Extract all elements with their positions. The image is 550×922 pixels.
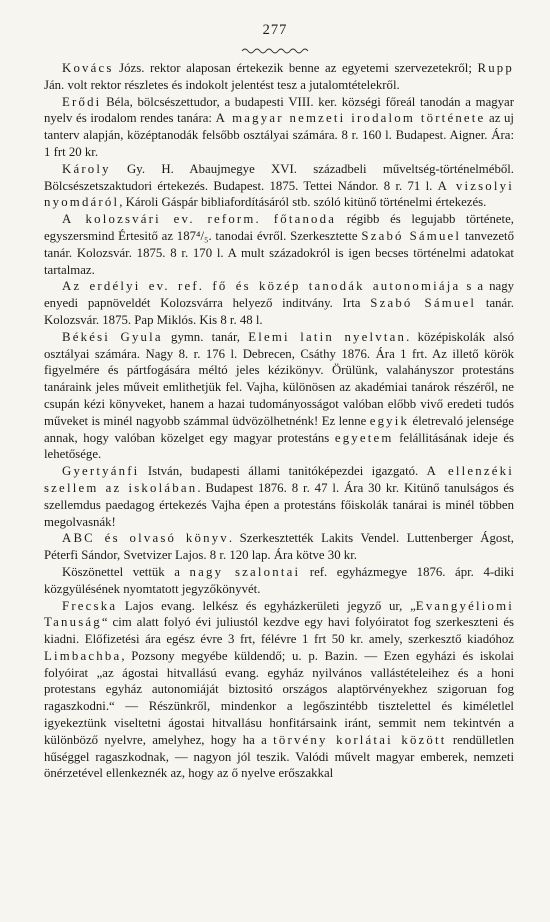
paragraph-text: Béla, bölcsészettudor, a budapesti VIII. ker. községi főreál tanodán a magyar nyelv és irodalom rendes tanára: bbox=[44, 94, 514, 126]
paragraph-text: az uj tanterv alapján, középtanodák felsőbb osztályai számára. 8 r. 160 l. Budapest. Aigner. Ára: 1 frt 20 kr. bbox=[44, 111, 514, 159]
paragraph bbox=[44, 211, 514, 278]
paragraph-text: , Pozsony megyébe küldendő; u. p. Bazin. — Ezen egyházi és iskolai folyóirat „az ágostai hitvallású evang. egyház nyilvános vallástételeihez és a honi protestans egyház autonomiáját biztositó országos alaptörvényekhez szigoruan fog ragaszkodni.“ — Részünkről, mindenkor a legőszintébb tisztelettel és kiméletlel igyekeztünk viseltetni ágostai hitvallásu honfitársaink iránt, semmit nem tekintvén a különböző nyelvre, amelyhez, hogy ha a bbox=[44, 648, 514, 747]
spaced-emphasis-text: A ellenzéki szellem az iskolában bbox=[44, 464, 514, 495]
spaced-emphasis-text: törvény korlátai között bbox=[273, 732, 447, 747]
paragraph-text: gymn. tanár, bbox=[162, 329, 249, 344]
spaced-emphasis-text: ABC és olvasó könyv bbox=[62, 531, 229, 546]
paragraph-text: Köszönettel vettük a bbox=[62, 564, 190, 579]
paragraph-text: régibb és legujabb története, egyszersmind Értesitő az 187⁴/₅. tanodai évről. Szerkesztette bbox=[44, 212, 514, 243]
spaced-emphasis-text: Rupp bbox=[477, 61, 514, 75]
paragraph-text: . középiskolák alsó osztályai számára. Nagy 8. r. 176 l. Debrecen, Csáthy 1876. Ára 1 frt. Az illető körök figyelmére és pártfogására méltó jeles kézikönyv. Örülünk, valahányszor protestáns tanáraink jeles műveit emlithetjük fel. Vajha, különösen az akadémiai tanárok részéről, ne csupán kézi könyveket, hanem a hazai tudományosságot valóban előbb vivő eredeti tudós műveket is minél nagyobb számmal üdvözölhetnénk! Ez lenne bbox=[44, 329, 514, 428]
paragraph-text: s a nagy enyedi papnöveldét Kolozsvárra helyező inditvány. Irta bbox=[44, 279, 514, 311]
paragraph bbox=[44, 278, 514, 328]
paragraph bbox=[44, 598, 514, 783]
paragraph bbox=[44, 530, 514, 564]
document-body bbox=[44, 60, 514, 782]
spaced-emphasis-text: Frecska bbox=[62, 598, 118, 613]
spaced-emphasis-text: nagy szalontai bbox=[189, 564, 301, 579]
paragraph-text: Gy. H. Abaujmegye XVI. századbeli műveltség-történelméből. Bölcsészetszaktudori értekezés. Budapest. 1875. Tettei Nándor. 8 r. 71 l. bbox=[44, 161, 514, 193]
paragraph-text: felállitásának ideje és lehetősége. bbox=[44, 430, 514, 462]
spaced-emphasis-text: Szabó Sámuel bbox=[370, 296, 477, 311]
spaced-emphasis-text: Kovács bbox=[62, 61, 114, 75]
paragraph-text: rendülletlen hűséggel ragaszkodnak, — nagyon jól teszik. Valódi művelt magyar emberek, nemzeti önérzetével ellenkeznék az, hogy az ő nyelve erőszakkal bbox=[44, 732, 514, 781]
spaced-emphasis-text: Az erdélyi ev. ref. fő és közép tanodák autonomiája bbox=[62, 279, 461, 294]
spaced-emphasis-text: egyetem bbox=[334, 430, 394, 445]
spaced-emphasis-text: Limbachba bbox=[44, 648, 122, 663]
paragraph-text: . Budapest 1876. 8 r. 47 l. Ára 30 kr. Kitünő tanulságos és szellemdus paedagog értekezés Vajha épen a protestáns főiskolák tanárai is minél többen megolvasnák! bbox=[44, 480, 515, 529]
spaced-emphasis-text: A magyar nemzeti irodalom története bbox=[215, 111, 486, 126]
page-number: 277 bbox=[262, 22, 288, 38]
spaced-emphasis-text: Elemi latin nyelvtan bbox=[248, 329, 407, 344]
spaced-emphasis-text: egyik bbox=[369, 413, 410, 428]
paragraph bbox=[44, 161, 514, 211]
paragraph bbox=[44, 60, 514, 94]
paragraph-text: , Károli Gáspár bibliafordításáról stb. szóló kitünő történelmi értekezés. bbox=[119, 195, 487, 210]
paragraph-text: Ján. volt rektor részletes és indokolt jelentést tesz a jutalomtételekről. bbox=[44, 77, 400, 92]
spaced-emphasis-text: Evangyéliomi Tanuság bbox=[44, 598, 514, 630]
paragraph bbox=[44, 463, 514, 530]
spaced-emphasis-text: Szabó Sámuel bbox=[361, 228, 462, 243]
paragraph bbox=[44, 564, 514, 598]
spaced-emphasis-text: Károly bbox=[62, 161, 111, 176]
paragraph bbox=[44, 329, 514, 463]
paragraph-text: életrevaló jelensége annak, hogy valóban közelget egy magyar protestáns bbox=[44, 413, 514, 445]
paragraph-text: István, budapesti állami tanitóképezdei igazgató. bbox=[139, 464, 427, 479]
spaced-emphasis-text: Erődi bbox=[62, 94, 102, 109]
paragraph-text: . Szerkesztették Lakits Vendel. Luttenberger Ágost, Péterfi Sándor, Svetvizer Lajos. 8 r. 120 lap. Ára kötve 30 kr. bbox=[44, 531, 514, 563]
paragraph-text: Lajos evang. lelkész és egyházkerületi jegyző ur, „ bbox=[117, 598, 416, 613]
paragraph-text: tanár. Kolozsvár. 1875. Pap Miklós. Kis 8 r. 48 l. bbox=[44, 296, 514, 327]
spaced-emphasis-text: Gyertyánfi bbox=[62, 464, 140, 479]
paragraph-text: ref. egyházmegye 1876. ápr. 4-diki közgyülésének nyomtatott jegyzőkönyvét. bbox=[44, 564, 515, 596]
wavy-rule-ornament bbox=[0, 41, 550, 59]
paragraph-text: Józs. rektor alaposan értekezik benne az egyetemi szervezetekről; bbox=[113, 61, 478, 75]
paragraph bbox=[44, 94, 514, 161]
spaced-emphasis-text: A kolozsvári ev. reform. főtanoda bbox=[62, 212, 337, 227]
spaced-emphasis-text: A vizsolyi nyomdáról bbox=[44, 178, 514, 210]
spaced-emphasis-text: Békési Gyula bbox=[62, 329, 163, 344]
paragraph-text: tanvezető tanár. Kolozsvár. 1875. 8 r. 170 l. A mult századokról is igen becses történelmi adatokat tartalmaz. bbox=[44, 228, 514, 277]
paragraph-text: “ cim alatt folyó évi juliustól kezdve egy havi folyóiratot fog szerkeszteni és kiadni. Előfizetési ára egész évre 3 frt, félévre 1 frt 50 kr. amely, szerkesztő kiadóhoz bbox=[44, 615, 514, 647]
